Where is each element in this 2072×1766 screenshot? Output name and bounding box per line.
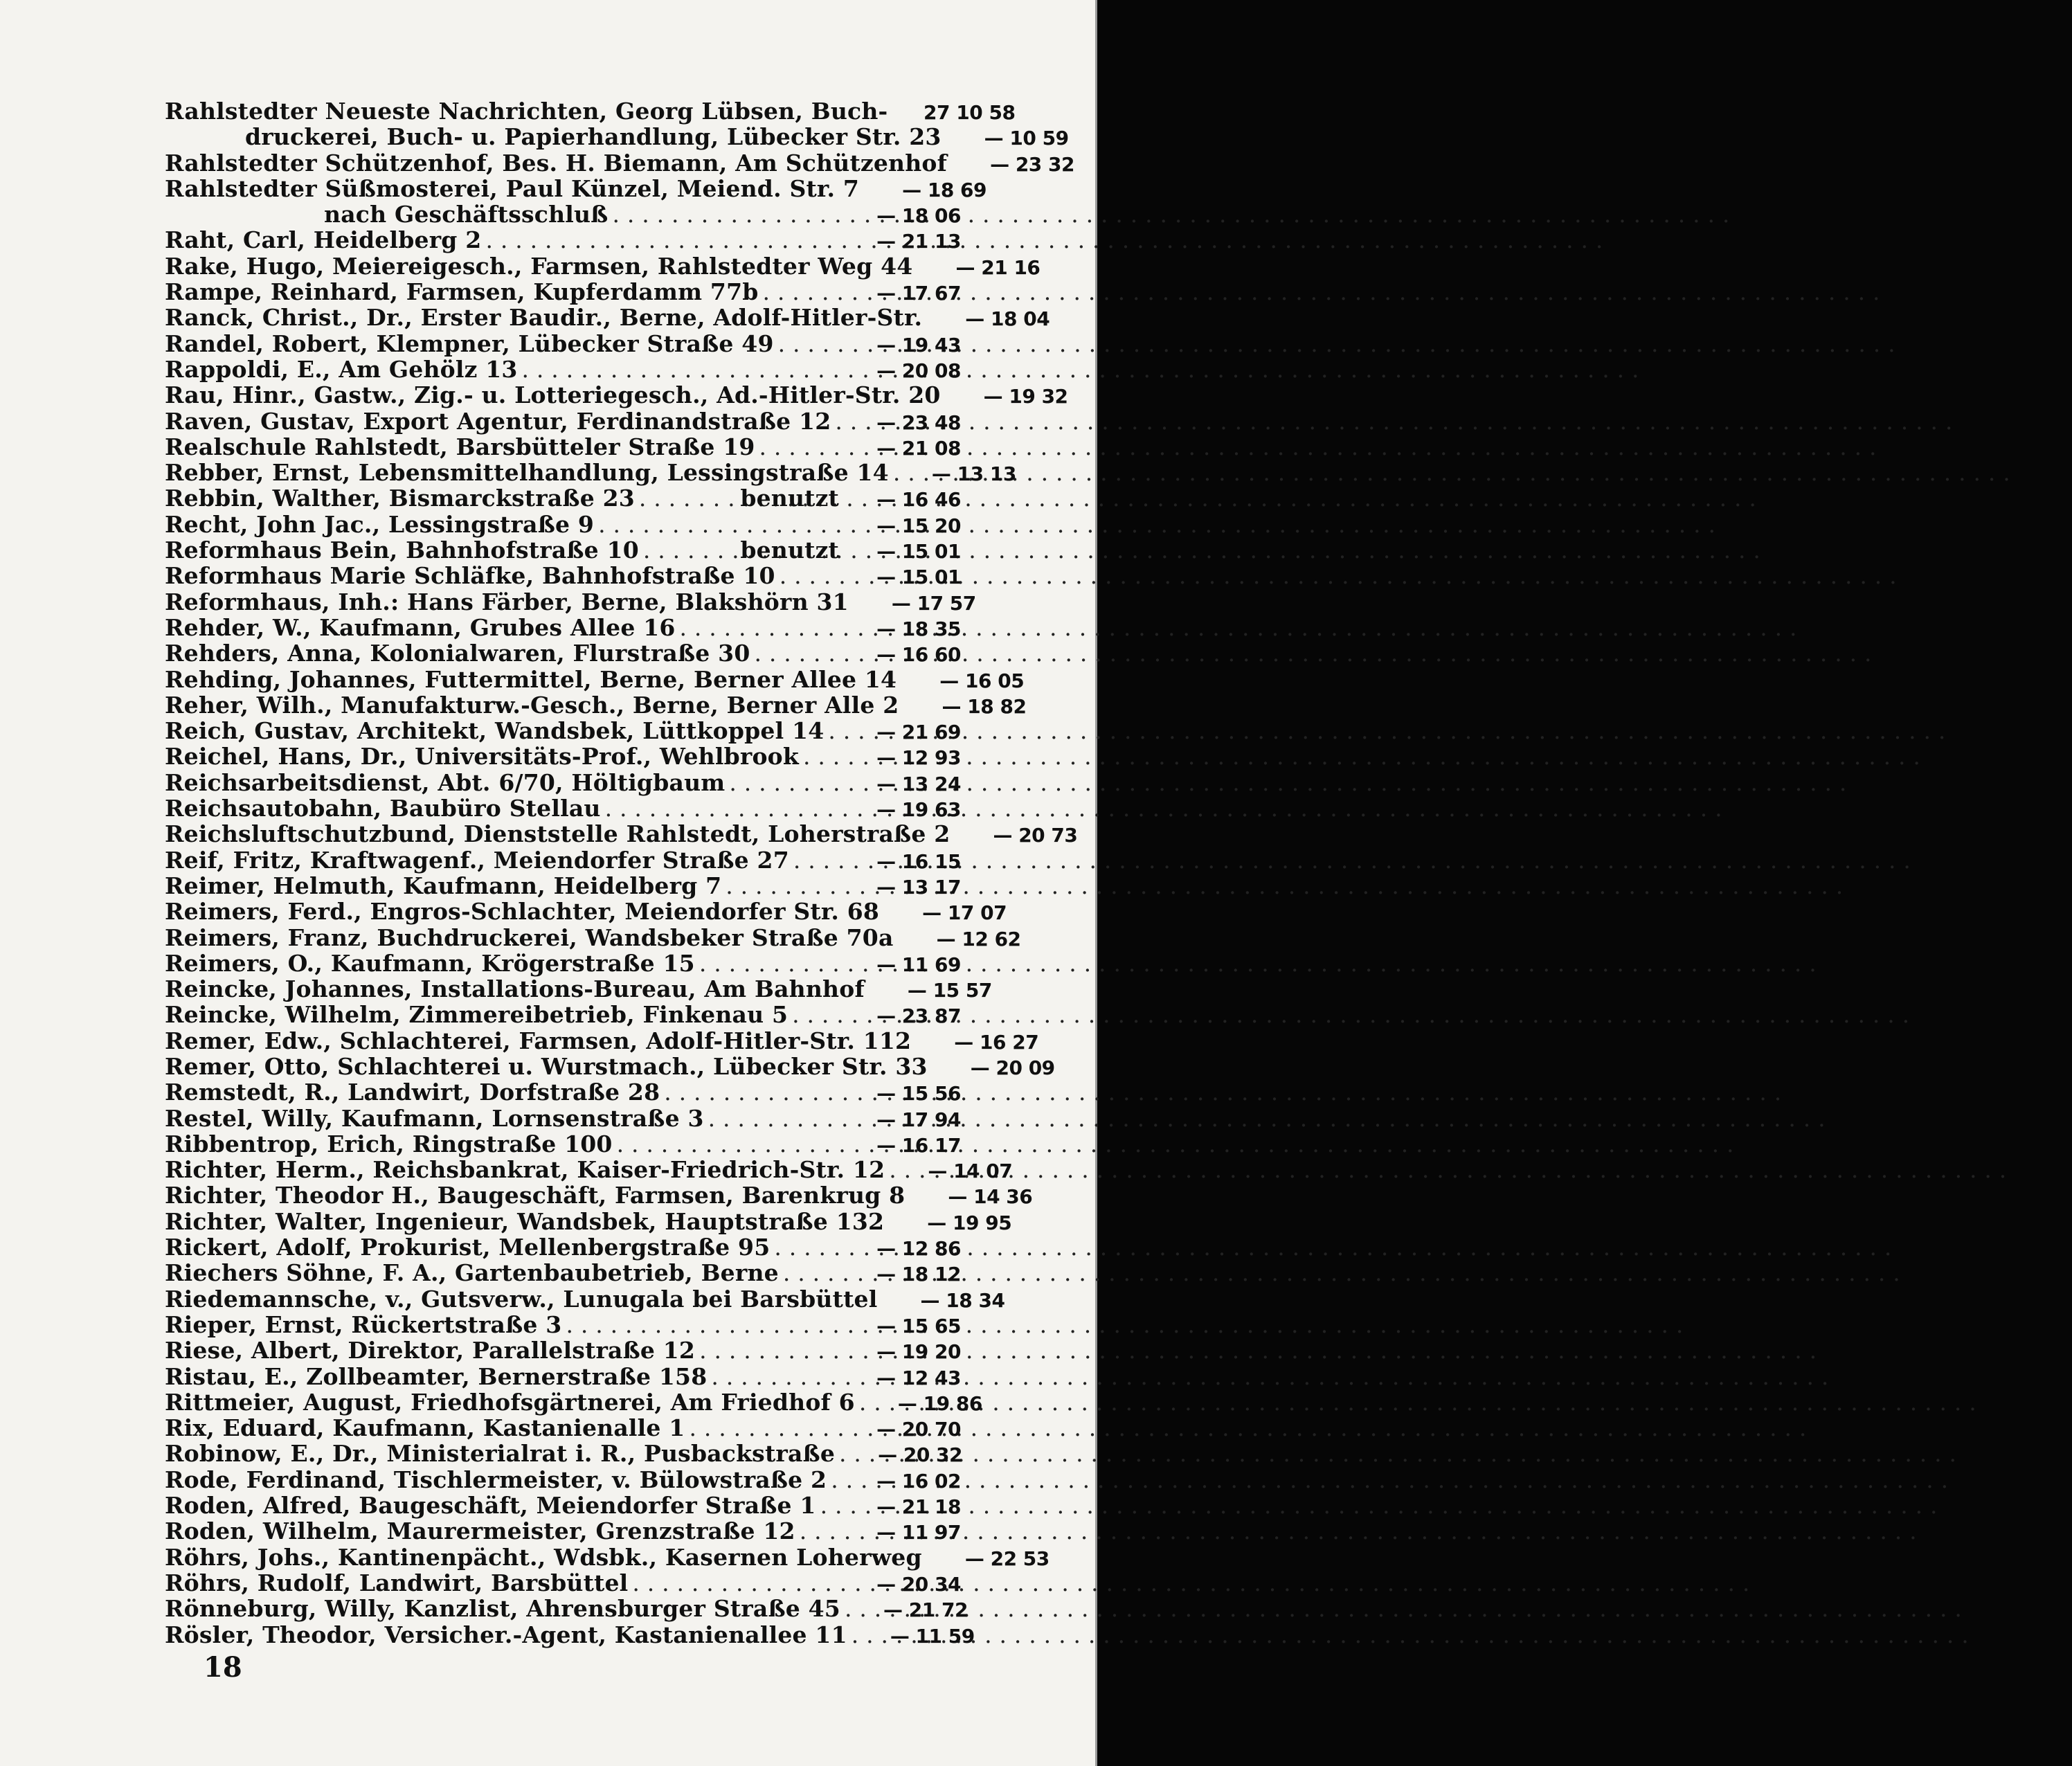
entry-name: Rittmeier, August, Friedhofsgärtnerei, Am Friedhof 6 [165, 1388, 855, 1416]
directory-entry [165, 563, 961, 588]
dot-leader [788, 1002, 843, 1027]
directory-entry [165, 744, 961, 769]
directory-entry [165, 1079, 961, 1105]
dot-leader [561, 1312, 843, 1337]
phone-number: — 18 82 [942, 694, 1027, 718]
directory-entry [165, 950, 961, 976]
phone-number: — 14 36 [948, 1185, 1033, 1209]
entry-name: Reif, Fritz, Kraftwagenf., Meiendorfer Straße 27 [165, 846, 789, 874]
directory-entry [165, 304, 1050, 332]
directory-entry [165, 898, 1007, 926]
entry-name: Reichsluftschutzbund, Dienststelle Rahlstedt, Loherstraße 2 [165, 820, 951, 848]
dot-leader [827, 1467, 843, 1493]
directory-entry [165, 1131, 961, 1157]
phone-number: — 18 35 [876, 617, 961, 640]
directory-entry [165, 1493, 961, 1518]
phone-number: — 13 17 [876, 875, 961, 899]
directory-entry [165, 795, 961, 821]
directory-entry [165, 1312, 961, 1337]
entry-name: Reformhaus Bein, Bahnhofstraße 10 [165, 537, 639, 564]
entry-name: Rehding, Johannes, Futtermittel, Berne, Berner Allee 14 [165, 665, 897, 693]
dot-leader [847, 1622, 857, 1648]
phone-number: — 15 01 [876, 540, 961, 564]
directory-entry [165, 1182, 1033, 1209]
entry-name: Reincke, Johannes, Installations-Bureau, Am Bahnhof [165, 975, 865, 1003]
entry-name: Rösler, Theodor, Versicher.-Agent, Kastanienallee 11 [165, 1621, 847, 1648]
dot-leader [795, 1518, 843, 1544]
dot-leader [889, 460, 899, 485]
entry-name: Rau, Hinr., Gastw., Zig.- u. Lotteriegesch., Ad.-Hitler-Str. 20 [165, 381, 941, 409]
directory-entry [165, 1388, 982, 1416]
directory-entry [165, 615, 961, 640]
directory-entry [165, 227, 961, 253]
dot-leader [774, 331, 843, 357]
phone-number: — 16 17 [876, 1133, 961, 1157]
phone-number: — 17 07 [922, 901, 1007, 925]
dot-leader [518, 357, 843, 382]
entry-name: Reimers, Franz, Buchdruckerei, Wandsbeker Straße 70a [165, 923, 894, 951]
phone-number: — 11 97 [876, 1521, 961, 1544]
directory-entry [165, 123, 1069, 151]
entry-name: Richter, Herm., Reichsbankrat, Kaiser-Friedrich-Str. 12 [165, 1156, 885, 1184]
dot-leader [481, 227, 843, 253]
phone-number: — 16 05 [939, 669, 1025, 692]
dot-leader [855, 1389, 865, 1415]
phone-directory-listing [165, 98, 1078, 1648]
phone-number: — 20 34 [876, 1572, 961, 1596]
directory-entry [165, 873, 961, 899]
directory-entry [165, 975, 992, 1003]
dot-leader [789, 847, 843, 873]
entry-note: benutzt [740, 485, 839, 512]
dot-leader [695, 950, 843, 976]
phone-number: — 14 07 [928, 1160, 1013, 1183]
entry-name: Reincke, Wilhelm, Zimmereibetrieb, Finkenau 5 [165, 1001, 789, 1029]
entry-name: Reimers, O., Kaufmann, Krögerstraße 15 [165, 949, 695, 977]
dot-leader [601, 795, 843, 821]
phone-number: — 23 32 [990, 152, 1075, 176]
directory-entry [165, 381, 1068, 409]
dot-leader [613, 1131, 843, 1157]
entry-name: Riese, Albert, Direktor, Parallelstraße 12 [165, 1337, 696, 1364]
entry-note: benutzt [740, 537, 839, 564]
phone-number: — 11 59 [890, 1624, 975, 1648]
directory-entry [165, 149, 1075, 177]
directory-entry [165, 665, 1025, 693]
directory-entry [165, 279, 961, 305]
entry-name: Rebbin, Walther, Bismarckstraße 23 [165, 485, 635, 512]
dot-leader [779, 1260, 843, 1286]
dot-leader [775, 563, 843, 588]
entry-name: Rieper, Ernst, Rückertstraße 3 [165, 1310, 562, 1338]
entry-name: Riechers Söhne, F. A., Gartenbaubetrieb, Berne [165, 1259, 779, 1287]
phone-number: — 17 67 [876, 282, 961, 305]
phone-number: — 15 20 [876, 514, 961, 537]
directory-entry [165, 923, 1021, 951]
directory-entry [165, 640, 961, 666]
phone-number: — 20 70 [876, 1418, 961, 1441]
entry-name: Rebber, Ernst, Lebensmittelhandlung, Lessingstraße 14 [165, 459, 889, 487]
directory-entry [165, 1467, 961, 1493]
dot-leader [885, 1157, 894, 1182]
dot-leader [695, 1337, 843, 1363]
directory-entry [165, 770, 961, 795]
entry-name: Rahlstedter Schützenhof, Bes. H. Biemann, Am Schützenhof [165, 149, 948, 177]
entry-name: Richter, Walter, Ingenieur, Wandsbek, Hauptstraße 132 [165, 1207, 885, 1235]
entry-name: nach Geschäftsschluß [324, 201, 609, 228]
phone-number: — 19 20 [876, 1340, 961, 1364]
entry-name: Robinow, E., Dr., Ministerialrat i. R., Pusbackstraße [165, 1440, 836, 1468]
directory-entry [165, 1518, 961, 1544]
dot-leader [704, 1106, 843, 1131]
entry-name: Restel, Willy, Kaufmann, Lornsenstraße 3 [165, 1104, 704, 1132]
phone-number: — 15 01 [876, 566, 961, 589]
phone-number: — 16 60 [876, 643, 961, 667]
entry-name: Ribbentrop, Erich, Ringstraße 100 [165, 1130, 613, 1157]
directory-entry [165, 459, 1016, 487]
dot-leader [816, 1493, 843, 1518]
dot-leader [755, 434, 843, 460]
directory-entry [165, 691, 1027, 719]
phone-number: — 22 53 [964, 1547, 1049, 1570]
directory-entry [165, 434, 961, 460]
directory-entry [165, 485, 961, 511]
entry-name: Ristau, E., Zollbeamter, Bernerstraße 158 [165, 1362, 708, 1390]
entry-name: Rehder, W., Kaufmann, Grubes Allee 16 [165, 613, 676, 641]
phone-number: — 12 43 [876, 1366, 961, 1389]
entry-name: Realschule Rahlstedt, Barsbütteler Straße 19 [165, 433, 755, 460]
entry-name: Reimer, Helmuth, Kaufmann, Heidelberg 7 [165, 872, 722, 899]
phone-number: — 21 69 [876, 721, 961, 744]
dot-leader [835, 1441, 845, 1466]
directory-entry [165, 174, 987, 202]
phone-number: — 21 72 [883, 1598, 968, 1622]
dot-leader [685, 1415, 843, 1441]
dot-leader [676, 615, 843, 640]
directory-entry [165, 1260, 961, 1286]
directory-entry [165, 1441, 961, 1466]
dot-leader [635, 485, 737, 511]
directory-entry [165, 512, 961, 537]
entry-name: Reich, Gustav, Architekt, Wandsbek, Lüttkoppel 14 [165, 717, 825, 745]
phone-number: — 23 48 [876, 411, 961, 434]
phone-number: — 16 02 [876, 1469, 961, 1493]
phone-number: — 15 57 [907, 979, 992, 1002]
phone-number: — 19 95 [927, 1211, 1012, 1234]
entry-name: Ranck, Christ., Dr., Erster Baudir., Berne, Adolf-Hitler-Str. [165, 304, 923, 332]
dot-leader [628, 1570, 843, 1596]
dot-leader [831, 408, 843, 434]
entry-name: Reichel, Hans, Dr., Universitäts-Prof., Wehlbrook [165, 743, 799, 771]
directory-entry [165, 1621, 975, 1648]
directory-entry [165, 1106, 961, 1131]
phone-number: — 11 69 [876, 953, 961, 976]
directory-entry [165, 718, 961, 744]
directory-entry [165, 1364, 961, 1389]
directory-entry [165, 588, 976, 615]
directory-entry [165, 408, 961, 434]
dot-leader [721, 873, 843, 899]
phone-number: — 17 57 [891, 591, 976, 615]
directory-entry [165, 847, 961, 873]
dot-leader [824, 718, 843, 744]
entry-name: Reformhaus Marie Schläfke, Bahnhofstraße 10 [165, 562, 775, 590]
phone-number: — 12 93 [876, 746, 961, 770]
entry-name: Rönneburg, Willy, Kanzlist, Ahrensburger Straße 45 [165, 1595, 840, 1623]
directory-entry [165, 537, 961, 563]
phone-number: — 23 87 [876, 1004, 961, 1028]
directory-entry [165, 1234, 961, 1260]
phone-number: — 21 13 [876, 230, 961, 253]
entry-name: Rappoldi, E., Am Gehölz 13 [165, 355, 518, 383]
entry-name: Reformhaus, Inh.: Hans Färber, Berne, Blakshörn 31 [165, 588, 849, 615]
phone-number: — 19 63 [876, 798, 961, 822]
entry-name: Röhrs, Johs., Kantinenpächt., Wdsbk., Kasernen Loherweg [165, 1543, 922, 1571]
directory-entry [165, 1002, 961, 1027]
phone-number: — 21 18 [876, 1495, 961, 1519]
entry-name: Reher, Wilh., Manufakturw.-Gesch., Berne, Berner Alle 2 [165, 691, 899, 719]
directory-entry [165, 1595, 968, 1623]
entry-name: Rampe, Reinhard, Farmsen, Kupferdamm 77b [165, 278, 759, 306]
phone-number: — 12 86 [876, 1237, 961, 1261]
directory-entry [165, 1543, 1049, 1571]
entry-name: Randel, Robert, Klempner, Lübecker Straße 49 [165, 330, 774, 357]
entry-name: druckerei, Buch- u. Papierhandlung, Lübecker Str. 23 [245, 123, 942, 151]
phone-number: — 12 62 [936, 927, 1021, 950]
phone-number: — 20 08 [876, 359, 961, 382]
entry-name: Roden, Alfred, Baugeschäft, Meiendorfer Straße 1 [165, 1492, 816, 1520]
dot-leader [639, 537, 737, 563]
phone-number: — 20 32 [878, 1443, 963, 1467]
entry-name: Rahlstedter Neueste Nachrichten, Georg Lübsen, Buch- [165, 98, 888, 125]
directory-entry [165, 1570, 961, 1596]
phone-number: — 18 69 [902, 178, 987, 201]
entry-name: Raven, Gustav, Export Agentur, Ferdinandstraße 12 [165, 407, 831, 435]
entry-name: Richter, Theodor H., Baugeschäft, Farmsen, Barenkrug 8 [165, 1182, 906, 1209]
directory-entry [165, 252, 1040, 280]
directory-entry [165, 98, 1016, 125]
dot-leader [594, 512, 843, 537]
phone-number: — 18 34 [920, 1288, 1005, 1312]
phone-number: — 21 16 [955, 255, 1040, 279]
entry-name: Rehders, Anna, Kolonialwaren, Flurstraße 30 [165, 640, 750, 667]
directory-entry [165, 1207, 1012, 1235]
directory-entry [165, 1052, 1055, 1080]
dot-leader [759, 279, 843, 305]
directory-entry [165, 201, 961, 227]
entry-name: Remer, Edw., Schlachterei, Farmsen, Adolf-Hitler-Str. 112 [165, 1027, 912, 1054]
directory-entry [165, 820, 1078, 848]
directory-entry [165, 331, 961, 357]
dot-leader [840, 1596, 850, 1621]
phone-number: — 21 08 [876, 436, 961, 460]
phone-number: — 18 06 [876, 204, 961, 228]
phone-number: — 17 94 [876, 1108, 961, 1131]
dot-leader [770, 1234, 843, 1260]
entry-name: Rake, Hugo, Meiereigesch., Farmsen, Rahlstedter Weg 44 [165, 252, 913, 280]
phone-number: — 13 13 [931, 462, 1016, 486]
entry-name: Rahlstedter Süßmosterei, Paul Künzel, Meiend. Str. 7 [165, 174, 860, 202]
directory-entry [165, 1285, 1005, 1313]
entry-name: Reichsarbeitsdienst, Abt. 6/70, Höltigbaum [165, 768, 726, 796]
entry-name: Reichsautobahn, Baubüro Stellau [165, 795, 601, 822]
entry-name: Reimers, Ferd., Engros-Schlachter, Meiendorfer Str. 68 [165, 898, 880, 926]
phone-number: — 15 65 [876, 1314, 961, 1337]
phone-number: — 18 12 [876, 1263, 961, 1286]
dot-leader [608, 201, 843, 227]
phone-number: — 15 56 [876, 1082, 961, 1106]
entry-name: Riedemannsche, v., Gutsverw., Lunugala bei Barsbüttel [165, 1285, 878, 1313]
dot-leader [725, 770, 843, 795]
directory-entry [165, 1156, 1013, 1184]
phone-number: — 16 27 [954, 1030, 1039, 1054]
dot-leader [707, 1364, 843, 1389]
dot-leader [799, 744, 843, 769]
phone-number: — 10 59 [984, 127, 1069, 150]
entry-name: Roden, Wilhelm, Maurermeister, Grenzstraße 12 [165, 1517, 795, 1545]
phone-number: — 18 04 [965, 307, 1050, 331]
directory-entry [165, 1415, 961, 1441]
phone-number: — 16 46 [876, 488, 961, 512]
dot-leader [750, 640, 844, 666]
entry-name: Rode, Ferdinand, Tischlermeister, v. Bülowstraße 2 [165, 1466, 827, 1493]
phone-number: 27 10 58 [924, 101, 1016, 124]
phone-number: — 13 24 [876, 772, 961, 795]
entry-name: Rickert, Adolf, Prokurist, Mellenbergstraße 95 [165, 1234, 771, 1261]
entry-name: Rix, Eduard, Kaufmann, Kastanienalle 1 [165, 1414, 685, 1442]
entry-name: Remstedt, R., Landwirt, Dorfstraße 28 [165, 1079, 660, 1106]
phone-number: — 19 86 [897, 1391, 982, 1415]
directory-entry [165, 1337, 961, 1363]
entry-name: Röhrs, Rudolf, Landwirt, Barsbüttel [165, 1569, 629, 1596]
phone-number: — 20 73 [993, 824, 1078, 847]
phone-number: — 19 32 [983, 385, 1068, 408]
entry-name: Recht, John Jac., Lessingstraße 9 [165, 510, 595, 538]
entry-name: Remer, Otto, Schlachterei u. Wurstmach., Lübecker Str. 33 [165, 1052, 928, 1080]
phone-number: — 19 43 [876, 333, 961, 357]
phone-number: — 20 09 [970, 1056, 1055, 1079]
phone-number: — 16 15 [876, 849, 961, 873]
directory-entry [165, 357, 961, 382]
dot-leader [660, 1079, 843, 1105]
directory-entry [165, 1027, 1039, 1054]
page-number: 18 [204, 1651, 242, 1684]
entry-name: Raht, Carl, Heidelberg 2 [165, 226, 482, 254]
